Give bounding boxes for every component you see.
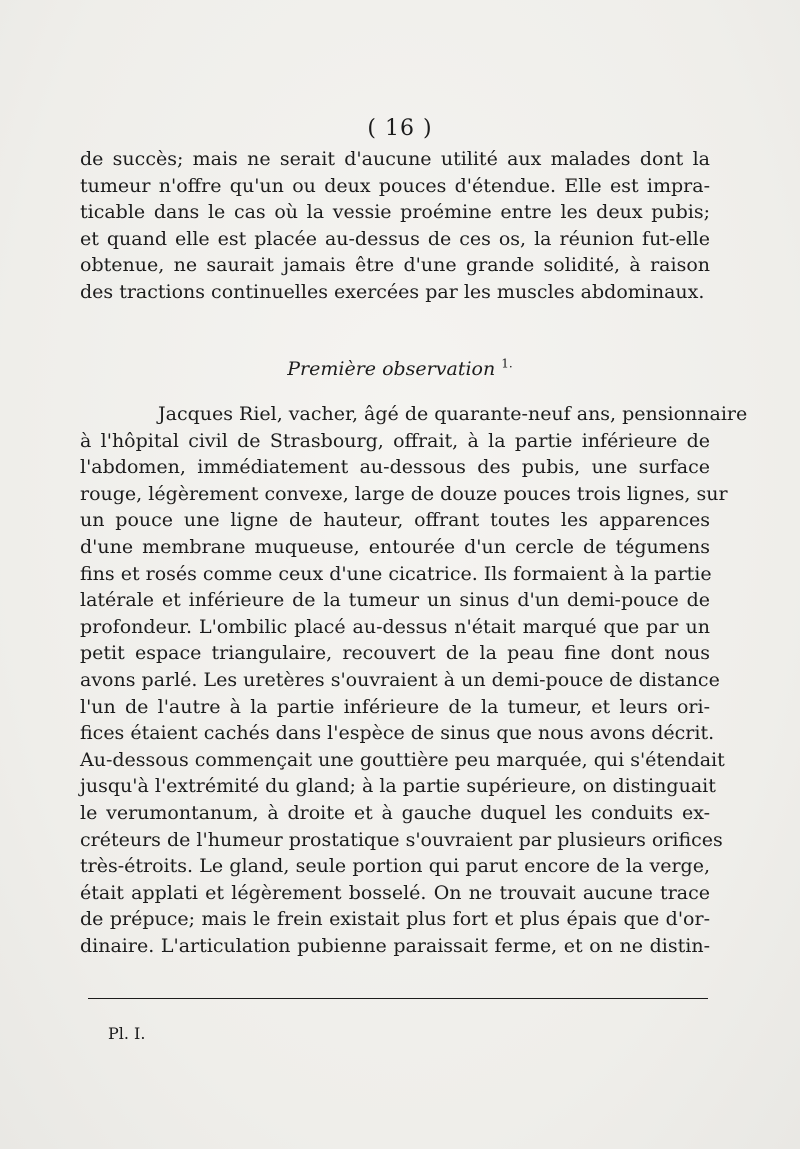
text-line: fins et rosés comme ceux d'une cicatrice. Ils formaient à la partie xyxy=(80,562,712,585)
text-line: dinaire. L'articulation pubienne paraissait ferme, et on ne distin- xyxy=(80,934,710,957)
footnote-divider xyxy=(88,998,708,999)
text-line: de prépuce; mais le frein existait plus fort et plus épais que d'or- xyxy=(80,908,710,931)
text-line: latérale et inférieure de la tumeur un sinus d'un demi-pouce de xyxy=(80,589,710,612)
text-line: rouge, légèrement convexe, large de douze pouces trois lignes, sur xyxy=(80,482,728,505)
observation-paragraph xyxy=(80,401,748,959)
text-line: Au-dessous commençait une gouttière peu marquée, qui s'étendait xyxy=(80,748,725,771)
text-line: créteurs de l'humeur prostatique s'ouvraient par plusieurs orifices xyxy=(80,828,723,851)
text-line: ticable dans le cas où la vessie proémine entre les deux pubis; xyxy=(80,201,710,224)
text-line: Jacques Riel, vacher, âgé de quarante-neuf ans, pensionnaire xyxy=(158,403,748,425)
text-line: de succès; mais ne serait d'aucune utilité aux malades dont la xyxy=(80,148,710,170)
text-line: était applati et légèrement bosselé. On ne trouvait aucune trace xyxy=(80,881,710,904)
text-line: fices étaient cachés dans l'espèce de sinus que nous avons décrit. xyxy=(80,722,715,745)
text-line: très-étroits. Le gland, seule portion qui parut encore de la verge, xyxy=(80,855,710,878)
text-line: profondeur. L'ombilic placé au-dessus n'était marqué que par un xyxy=(80,615,710,638)
text-line: et quand elle est placée au-dessus de ces os, la réunion fut-elle xyxy=(80,227,710,250)
text-line: d'une membrane muqueuse, entourée d'un cercle de tégumens xyxy=(80,535,710,558)
page-number: ( 16 ) xyxy=(367,116,433,141)
text-line: le verumontanum, à droite et à gauche duquel les conduits ex- xyxy=(80,801,710,824)
text-line: tumeur n'offre qu'un ou deux pouces d'étendue. Elle est impra- xyxy=(80,174,710,197)
section-heading-text: Première observation xyxy=(287,358,496,380)
text-line: un pouce une ligne de hauteur, offrant toutes les apparences xyxy=(80,509,710,532)
text-line: petit espace triangulaire, recouvert de la peau fine dont nous xyxy=(80,642,710,665)
text-line: obtenue, ne saurait jamais être d'une grande solidité, à raison xyxy=(80,254,710,277)
text-line: jusqu'à l'extrémité du gland; à la partie supérieure, on distinguait xyxy=(80,775,716,798)
plate-reference: Pl. I. xyxy=(108,1024,146,1043)
text-line: à l'hôpital civil de Strasbourg, offrait, à la partie inférieure de xyxy=(80,429,710,452)
text-line: l'un de l'autre à la partie inférieure de la tumeur, et leurs ori- xyxy=(80,695,710,718)
text-line: l'abdomen, immédiatement au-dessous des pubis, une surface xyxy=(80,456,710,479)
paragraph-continuation xyxy=(80,146,710,306)
text-line: avons parlé. Les uretères s'ouvraient à un demi-pouce de distance xyxy=(80,668,720,691)
section-heading xyxy=(0,358,800,380)
footnote-marker: 1. xyxy=(501,356,513,371)
text-line: des tractions continuelles exercées par les muscles abdominaux. xyxy=(80,280,705,303)
